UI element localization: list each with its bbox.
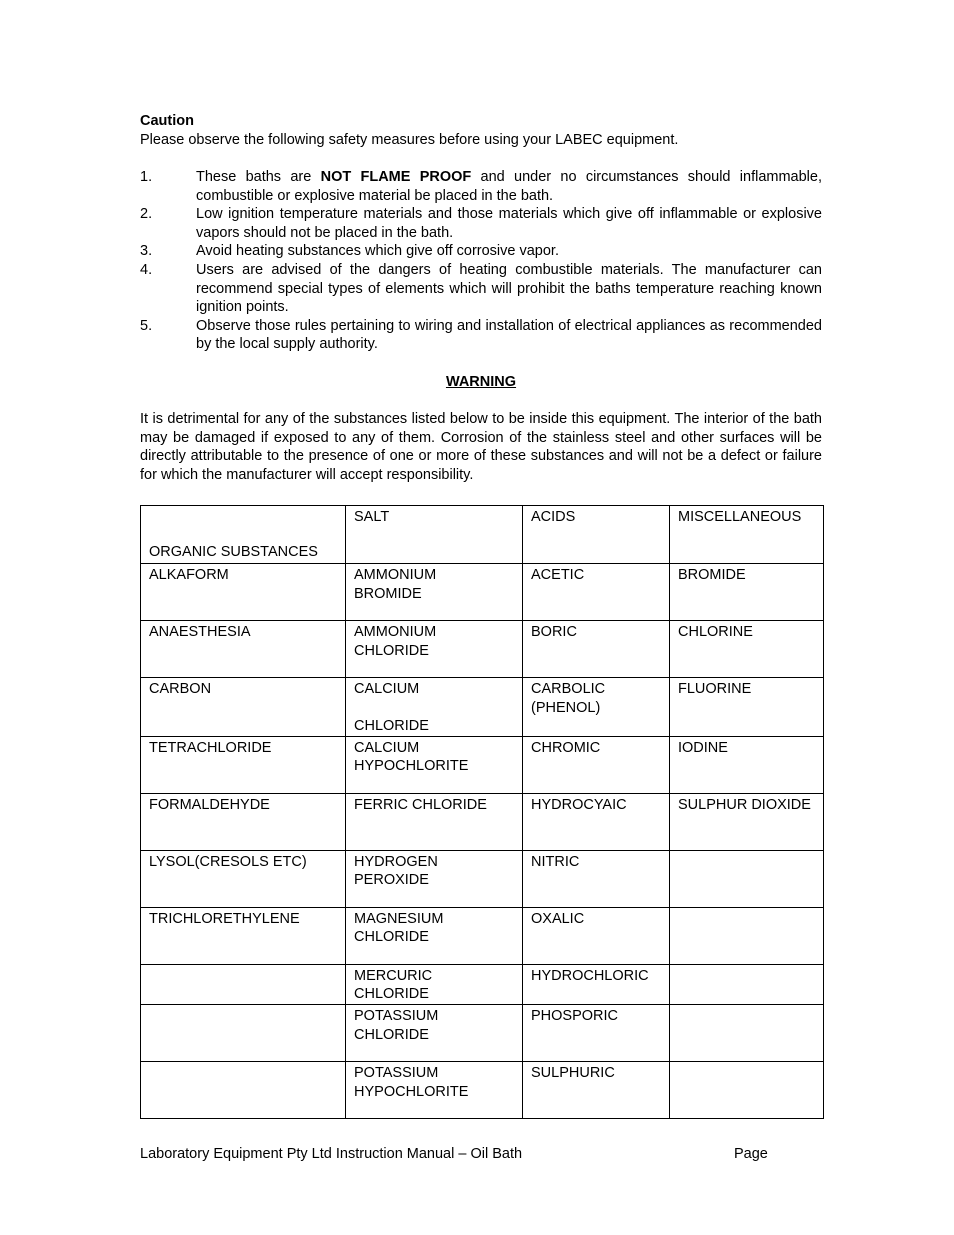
table-cell — [670, 793, 824, 850]
table-cell — [670, 1004, 824, 1061]
table-cell — [670, 678, 824, 737]
list-number: 2. — [140, 206, 153, 223]
table-cell — [670, 907, 824, 964]
cell-line: CHLORIDE — [354, 642, 429, 659]
caution-intro: Please observe the following safety measures before using your LABEC equipment. — [140, 132, 679, 148]
list-text — [196, 168, 822, 205]
list-item — [140, 317, 822, 354]
table-cell — [523, 564, 670, 621]
table-row — [141, 964, 824, 1004]
cell-line: PHOSPORIC — [531, 1007, 619, 1024]
table-cell — [523, 964, 670, 1004]
table-row — [141, 793, 824, 850]
table-cell — [141, 621, 346, 678]
table-cell — [523, 1061, 670, 1118]
cell-line: SULPHUR DIOXIDE — [678, 796, 811, 813]
table-header-row — [141, 506, 824, 564]
cell-line: ACETIC — [531, 567, 585, 583]
table-cell — [670, 736, 824, 793]
cell-line: HYDROCYAIC — [531, 796, 627, 813]
document-body — [140, 112, 822, 484]
table-row — [141, 1004, 824, 1061]
substances-table — [140, 505, 824, 1119]
text-segment: These baths are — [196, 169, 321, 185]
list-text: Users are advised of the dangers of heating combustible materials. The manufacturer can recommend special types of elements which will prohibit the baths temperature reaching known ignition points. — [196, 261, 822, 316]
table-cell — [523, 1004, 670, 1061]
cell-line: MERCURIC — [354, 967, 433, 984]
table-row — [141, 850, 824, 907]
cell-line: CHROMIC — [531, 739, 601, 756]
cell-line: HYPOCHLORITE — [354, 758, 469, 775]
cell-line: LYSOL(CRESOLS ETC) — [149, 853, 307, 870]
cell-line: BORIC — [531, 624, 577, 640]
list-text: Observe those rules pertaining to wiring and installation of electrical appliances as recommended by the local supply authority. — [196, 317, 822, 353]
header-organic-substances: ORGANIC SUBSTANCES — [141, 506, 346, 564]
table-cell — [670, 564, 824, 621]
cell-line: HYPOCHLORITE — [354, 1083, 469, 1100]
cell-line: (PHENOL) — [531, 699, 601, 716]
table-row — [141, 678, 824, 737]
cell-line: IODINE — [678, 739, 728, 756]
table-cell — [670, 1061, 824, 1118]
header-miscellaneous: MISCELLANEOUS — [670, 506, 824, 564]
table-cell — [141, 564, 346, 621]
table-cell — [523, 907, 670, 964]
cell-line: ANAESTHESIA — [149, 624, 251, 640]
warning-title: WARNING — [445, 373, 517, 390]
header-salt: SALT — [346, 506, 523, 564]
table-cell — [346, 678, 523, 737]
cell-line: POTASSIUM — [354, 1064, 439, 1081]
footer-page-label: Page — [734, 1146, 768, 1162]
header-acids: ACIDS — [523, 506, 670, 564]
table-row — [141, 1061, 824, 1118]
text-segment: and under no circumstances should inflammable, combustible or explosive material be placed in the bath. — [196, 169, 822, 204]
table-cell — [141, 678, 346, 737]
table-body — [141, 564, 824, 1119]
cell-line: NITRIC — [531, 853, 580, 870]
cell-line: PEROXIDE — [354, 872, 429, 889]
table-row — [141, 736, 824, 793]
cell-line: ALKAFORM — [149, 567, 229, 583]
cell-line: AMMONIUM — [354, 567, 437, 583]
bold-segment: NOT FLAME PROOF — [320, 169, 472, 185]
table-cell — [346, 1061, 523, 1118]
cell-line: AMMONIUM — [354, 624, 437, 640]
table-cell — [346, 564, 523, 621]
table-cell — [141, 793, 346, 850]
cell-line: CHLORIDE — [354, 986, 429, 1003]
table-cell — [141, 1004, 346, 1061]
cell-line: FORMALDEHYDE — [149, 796, 270, 813]
cell-line: OXALIC — [531, 910, 585, 927]
cell-line: FLUORINE — [678, 681, 752, 697]
table-cell — [141, 964, 346, 1004]
table-cell — [670, 850, 824, 907]
safety-list — [140, 168, 822, 354]
cell-line: CHLORIDE — [354, 929, 429, 946]
table-cell — [346, 793, 523, 850]
list-item — [140, 205, 822, 242]
cell-line: MAGNESIUM — [354, 910, 444, 927]
list-text: Low ignition temperature materials and those materials which give off inflammable or explosive vapors should not be placed in the bath. — [196, 206, 822, 241]
table-cell — [141, 736, 346, 793]
list-item — [140, 242, 822, 261]
cell-line: TETRACHLORIDE — [149, 739, 272, 756]
table-cell — [670, 621, 824, 678]
list-text: Avoid heating substances which give off corrosive vapor. — [196, 243, 559, 260]
table-cell — [346, 850, 523, 907]
table-cell — [523, 850, 670, 907]
cell-line — [354, 699, 514, 718]
table-cell — [346, 964, 523, 1004]
table-cell — [670, 964, 824, 1004]
table-cell — [346, 907, 523, 964]
cell-line: SULPHURIC — [531, 1064, 615, 1081]
table-cell — [346, 1004, 523, 1061]
cell-line: HYDROCHLORIC — [531, 967, 649, 984]
cell-line: BROMIDE — [354, 585, 422, 602]
table-cell — [346, 621, 523, 678]
cell-line: POTASSIUM — [354, 1007, 439, 1024]
cell-line: CARBOLIC — [531, 681, 606, 697]
list-item — [140, 261, 822, 317]
cell-line: CALCIUM — [354, 681, 420, 697]
table-row — [141, 564, 824, 621]
page-footer — [140, 1145, 780, 1163]
cell-line: BROMIDE — [678, 567, 746, 583]
list-number: 3. — [140, 243, 153, 260]
table-cell — [523, 793, 670, 850]
table-cell — [141, 1061, 346, 1118]
list-number: 4. — [140, 261, 153, 278]
cell-line: CHLORINE — [678, 624, 753, 640]
cell-line: FERRIC CHLORIDE — [354, 796, 487, 813]
table-row — [141, 907, 824, 964]
warning-text: It is detrimental for any of the substances listed below to be inside this equipment. The interior of the bath may be damaged if exposed to any of them. Corrosion of the stainless steel and other surfaces will be directly attributable to the presence of one or more of these substances and will not be a defect or failure for which the manufacturer will accept responsibility. — [140, 410, 822, 483]
caution-heading: Caution — [140, 113, 194, 129]
table-cell — [523, 621, 670, 678]
cell-line: CHLORIDE — [354, 718, 429, 735]
list-number: 1. — [140, 169, 153, 185]
cell-line: HYDROGEN — [354, 853, 438, 870]
table-row — [141, 621, 824, 678]
table-cell — [346, 736, 523, 793]
cell-line: TRICHLORETHYLENE — [149, 910, 300, 927]
cell-line: CARBON — [149, 681, 212, 697]
table-cell — [141, 907, 346, 964]
list-number: 5. — [140, 317, 153, 334]
table-cell — [523, 678, 670, 737]
table-cell — [141, 850, 346, 907]
cell-line: CHLORIDE — [354, 1026, 429, 1043]
footer-text: Laboratory Equipment Pty Ltd Instruction Manual – Oil Bath — [140, 1146, 523, 1162]
list-item — [140, 168, 822, 205]
table-cell — [523, 736, 670, 793]
cell-line: CALCIUM — [354, 739, 420, 756]
